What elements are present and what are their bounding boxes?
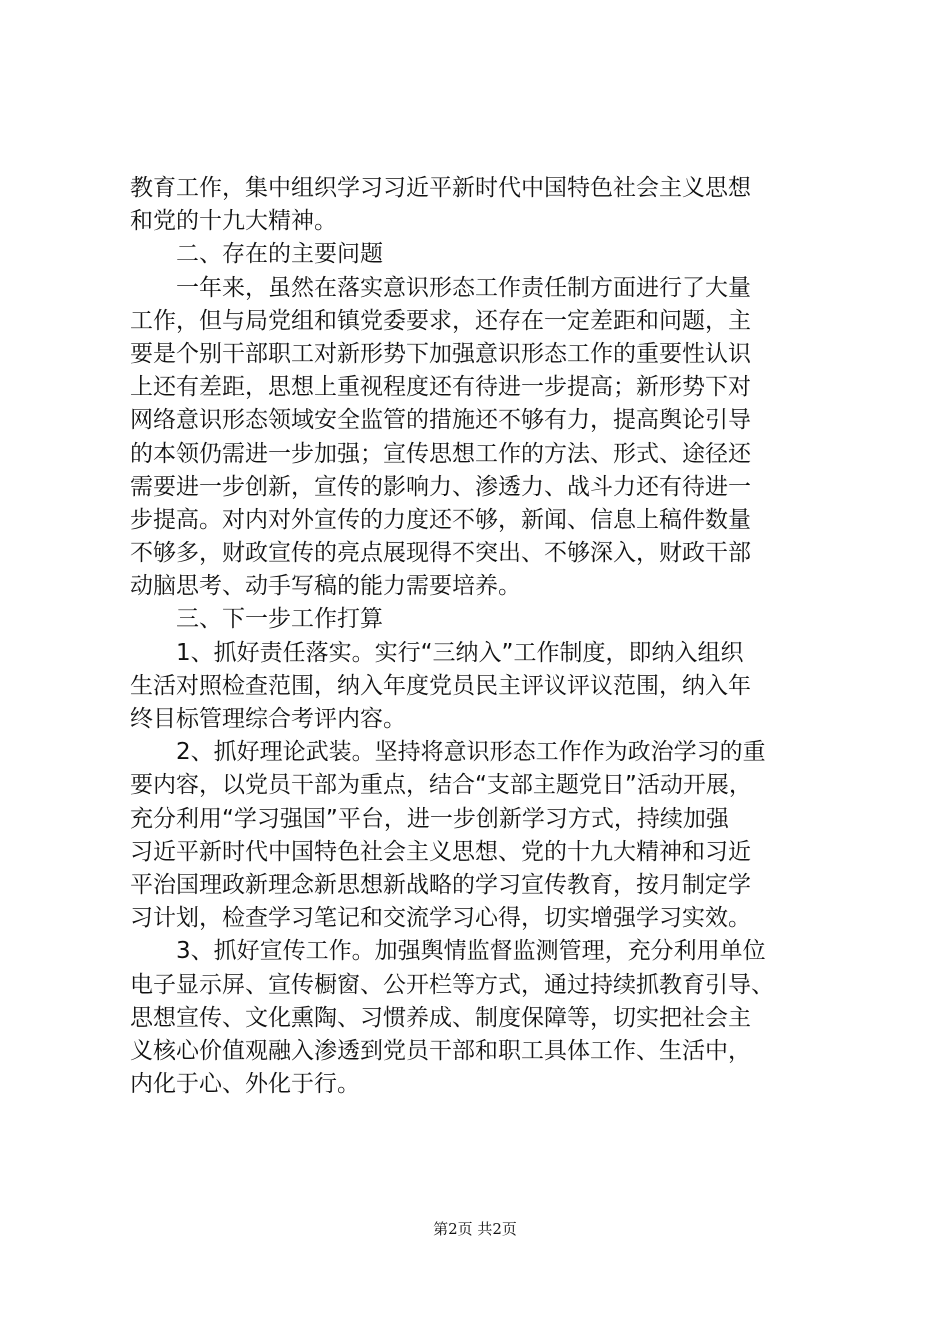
text-line: 一年来，虽然在落实意识形态工作责任制方面进行了大量 xyxy=(176,274,751,301)
text-line: 2、抓好理论武装。坚持将意识形态工作作为政治学习的重 xyxy=(176,739,766,766)
text-line: 动脑思考、动手写稿的能力需要培养。 xyxy=(130,573,521,600)
text-line: 充分利用“学习强国”平台，进一步创新学习方式，持续加强 xyxy=(130,805,729,832)
paragraph xyxy=(130,736,832,769)
text-line: 3、抓好宣传工作。加强舆情监督监测管理，充分利用单位 xyxy=(176,938,766,965)
text-line: 生活对照检查范围，纳入年度党员民主评议评议范围，纳入年 xyxy=(130,672,751,699)
text-line: 电子显示屏、宣传橱窗、公开栏等方式，通过持续抓教育引导、 xyxy=(130,971,774,998)
text-line: 要是个别干部职工对新形势下加强意识形态工作的重要性认识 xyxy=(130,340,751,367)
text-line: 思想宣传、文化熏陶、习惯养成、制度保障等，切实把社会主 xyxy=(130,1004,751,1031)
paragraph xyxy=(130,935,832,968)
text-line: 和党的十九大精神。 xyxy=(130,208,337,235)
text-line: 上还有差距，思想上重视程度还有待进一步提高；新形势下对 xyxy=(130,374,751,401)
text-line: 1、抓好责任落实。实行“三纳入”工作制度，即纳入组织 xyxy=(176,639,744,666)
document-body xyxy=(130,172,832,1101)
text-line: 不够多，财政宣传的亮点展现得不突出、不够深入，财政干部 xyxy=(130,540,751,567)
text-line: 的本领仍需进一步加强；宣传思想工作的方法、形式、途径还 xyxy=(130,440,751,467)
text-line: 教育工作，集中组织学习习近平新时代中国特色社会主义思想 xyxy=(130,175,751,201)
text-line: 习近平新时代中国特色社会主义思想、党的十九大精神和习近 xyxy=(130,838,751,865)
text-line: 义核心价值观融入渗透到党员干部和职工具体工作、生活中， xyxy=(130,1037,751,1064)
paragraph xyxy=(130,637,832,670)
text-line: 步提高。对内对外宣传的力度还不够，新闻、信息上稿件数量 xyxy=(130,506,751,533)
paragraph xyxy=(130,238,832,271)
text-line: 要内容，以党员干部为重点，结合“支部主题党日”活动开展， xyxy=(130,772,752,799)
paragraph xyxy=(130,305,832,604)
paragraph xyxy=(130,670,832,736)
text-line: 三、下一步工作打算 xyxy=(176,606,383,633)
paragraph xyxy=(130,272,832,305)
text-line: 内化于心、外化于行。 xyxy=(130,1071,360,1098)
paragraph xyxy=(130,969,832,1102)
text-line: 习计划，检查学习笔记和交流学习心得，切实增强学习实效。 xyxy=(130,905,751,932)
text-line: 二、存在的主要问题 xyxy=(176,241,383,268)
text-line: 需要进一步创新，宣传的影响力、渗透力、战斗力还有待进一 xyxy=(130,473,751,500)
paragraph xyxy=(130,172,832,238)
paragraph xyxy=(130,769,832,935)
text-line: 终目标管理综合考评内容。 xyxy=(130,706,406,732)
text-line: 平治国理政新理念新思想新战略的学习宣传教育，按月制定学 xyxy=(130,871,751,898)
text-line: 工作，但与局党组和镇党委要求，还存在一定差距和问题，主 xyxy=(130,307,751,334)
page-footer: 第2页 共2页 xyxy=(433,1220,517,1238)
paragraph xyxy=(130,603,832,636)
text-line: 网络意识形态领域安全监管的措施还不够有力，提高舆论引导 xyxy=(130,407,751,434)
